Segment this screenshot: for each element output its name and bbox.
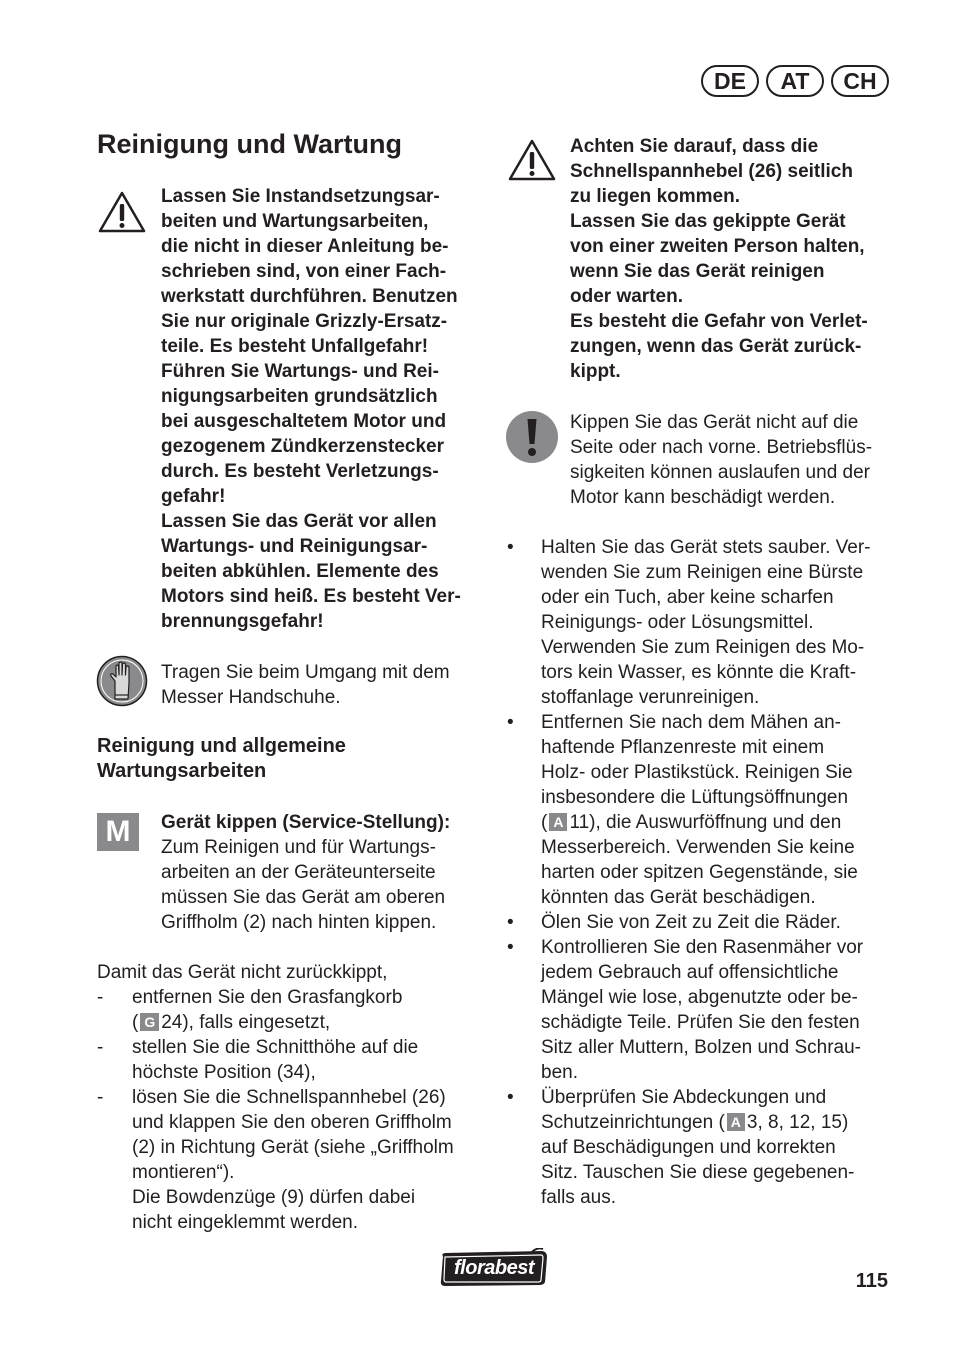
tilt-instructions — [161, 810, 450, 935]
list-item — [541, 710, 858, 910]
text-line: falls aus. — [541, 1187, 616, 1208]
text-line: Holz- oder Plastikstück. Reinigen Sie — [541, 762, 853, 783]
figure-badge-a: A — [549, 813, 567, 831]
list-item — [541, 935, 863, 1085]
notice-text — [570, 410, 872, 510]
text-line: Motors sind heiß. Es besteht Ver- — [161, 586, 461, 607]
lang-badge-at: AT — [766, 65, 824, 97]
text-line: brennungsgefahr! — [161, 611, 324, 632]
list-item — [541, 1085, 854, 1210]
text-line: Messerbereich. Verwenden Sie keine — [541, 837, 855, 858]
text-line: haftende Pflanzenreste mit einem — [541, 737, 825, 758]
text-line: Die Bowdenzüge (9) dürfen dabei — [132, 1187, 416, 1208]
subheading-line: Reinigung und allgemeine — [97, 735, 346, 757]
glove-notice-text — [161, 660, 450, 710]
warning-text-2 — [570, 134, 868, 384]
list-item — [132, 1085, 454, 1235]
text-line: die nicht in dieser Anleitung be- — [161, 236, 449, 257]
text-line: Lassen Sie das gekippte Gerät — [570, 211, 846, 232]
text-line — [541, 810, 858, 835]
lang-badge-ch: CH — [831, 65, 889, 97]
subheading-line: Wartungsarbeiten — [97, 760, 267, 782]
text-line: Sitz aller Muttern, Bolzen und Schrau- — [541, 1037, 861, 1058]
text-line: schädigte Teile. Prüfen Sie den festen — [541, 1012, 860, 1033]
text-line: tors kein Wasser, es könnte die Kraft- — [541, 662, 857, 683]
warning-text-1 — [161, 184, 461, 634]
text-line: bei ausgeschaltetem Motor und — [161, 411, 447, 432]
text-line: ben. — [541, 1062, 578, 1083]
list-item — [541, 535, 871, 710]
text-line: nicht eingeklemmt werden. — [132, 1212, 358, 1233]
list-dash: - — [97, 987, 104, 1008]
page-title: Reinigung und Wartung — [97, 129, 402, 159]
figure-badge-a: A — [727, 1113, 745, 1131]
text-line: und klappen Sie den oberen Griffholm — [132, 1112, 452, 1133]
text-line: Entfernen Sie nach dem Mähen an- — [541, 712, 841, 733]
list-item: Ölen Sie von Zeit zu Zeit die Räder. — [541, 912, 841, 933]
florabest-logo — [437, 1248, 551, 1288]
text-line: durch. Es besteht Verletzungs- — [161, 461, 439, 482]
paren: ( — [541, 812, 548, 833]
list-dash: - — [97, 1037, 104, 1058]
text-line: Griffholm (2) nach hinten kippen. — [161, 912, 437, 933]
text-line: kippt. — [570, 361, 621, 382]
text-line: zu liegen kommen. — [570, 186, 740, 207]
text-line: entfernen Sie den Grasfangkorb — [132, 987, 403, 1008]
text-line: wenden Sie zum Reinigen eine Bürste — [541, 562, 864, 583]
text-line: könnten das Gerät beschädigen. — [541, 887, 816, 908]
text-line: insbesondere die Lüftungsöffnungen — [541, 787, 849, 808]
tilt-heading: Gerät kippen (Service-Stellung): — [161, 812, 451, 833]
text-line: sigkeiten können auslaufen und der — [570, 462, 871, 483]
text-line: montieren“). — [132, 1162, 235, 1183]
text-line: Überprüfen Sie Abdeckungen und — [541, 1087, 827, 1108]
text-line: von einer zweiten Person halten, — [570, 236, 865, 257]
list-bullet: • — [507, 1087, 514, 1108]
list-item — [132, 1035, 418, 1085]
text-line: Es besteht die Gefahr von Verlet- — [570, 311, 868, 332]
text-line — [541, 1110, 854, 1135]
text-line: lösen Sie die Schnellspannhebel (26) — [132, 1087, 446, 1108]
glove-icon — [96, 655, 148, 707]
text-line: teile. Es besteht Unfallgefahr! — [161, 336, 429, 357]
m-badge-icon: M — [97, 813, 139, 851]
text-line: zungen, wenn das Gerät zurück- — [570, 336, 862, 357]
text-line: Kippen Sie das Gerät nicht auf die — [570, 412, 859, 433]
text-line: gefahr! — [161, 486, 226, 507]
list-bullet: • — [507, 937, 514, 958]
text-line: müssen Sie das Gerät am oberen — [161, 887, 446, 908]
steps-intro: Damit das Gerät nicht zurückkippt, — [97, 962, 388, 983]
text-line: werkstatt durchführen. Benutzen — [161, 286, 458, 307]
text-line: Mängel wie lose, abgenutzte oder be- — [541, 987, 858, 1008]
text-line: Sitz. Tauschen Sie diese gegebenen- — [541, 1162, 855, 1183]
ref-text: 3, 8, 12, 15) — [746, 1112, 849, 1133]
list-bullet: • — [507, 537, 514, 558]
text-line: oder ein Tuch, aber keine scharfen — [541, 587, 834, 608]
text-line: schrieben sind, von einer Fach- — [161, 261, 447, 282]
lang-badge-de: DE — [701, 65, 759, 97]
warning-icon — [507, 138, 557, 182]
text-line: Führen Sie Wartungs- und Rei- — [161, 361, 439, 382]
exclamation-icon — [505, 410, 559, 464]
page-number: 115 — [855, 1270, 888, 1292]
logo-text: florabest — [454, 1257, 534, 1279]
ref-text: 11), die Auswurföffnung und den — [569, 812, 842, 833]
text-line: harten oder spitzen Gegenstände, sie — [541, 862, 858, 883]
text-line: Messer Handschuhe. — [161, 687, 341, 708]
text-line: stoffanlage verunreinigen. — [541, 687, 760, 708]
warning-icon — [97, 190, 147, 234]
text-line: Seite oder nach vorne. Betriebsflüs- — [570, 437, 873, 458]
text-line: nigungsarbeiten grundsätzlich — [161, 386, 438, 407]
text-line: Lassen Sie Instandsetzungsar- — [161, 186, 440, 207]
text-line — [132, 1010, 402, 1035]
text-line: Halten Sie das Gerät stets sauber. Ver- — [541, 537, 871, 558]
subheading — [97, 734, 346, 784]
text-line: (2) in Richtung Gerät (siehe „Griffholm — [132, 1137, 454, 1158]
text-line: Verwenden Sie zum Reinigen des Mo- — [541, 637, 865, 658]
ref-text: Schutzeinrichtungen ( — [541, 1112, 725, 1133]
list-bullet: • — [507, 712, 514, 733]
text-line: Lassen Sie das Gerät vor allen — [161, 511, 437, 532]
text-line: beiten abkühlen. Elemente des — [161, 561, 439, 582]
ref-text: 24), falls eingesetzt, — [161, 1012, 331, 1033]
text-line: Achten Sie darauf, dass die — [570, 136, 819, 157]
text-line: gezogenem Zündkerzenstecker — [161, 436, 444, 457]
text-line: Zum Reinigen und für Wartungs- — [161, 837, 436, 858]
text-line: beiten und Wartungsarbeiten, — [161, 211, 429, 232]
text-line: Schnellspannhebel (26) seitlich — [570, 161, 853, 182]
text-line: Reinigungs- oder Lösungsmittel. — [541, 612, 814, 633]
list-bullet: • — [507, 912, 514, 933]
text-line: arbeiten an der Geräteunterseite — [161, 862, 436, 883]
text-line: höchste Position (34), — [132, 1062, 316, 1083]
figure-badge-g: G — [140, 1013, 159, 1031]
text-line: oder warten. — [570, 286, 683, 307]
list-dash: - — [97, 1087, 104, 1108]
text-line: Wartungs- und Reinigungsar- — [161, 536, 428, 557]
text-line: Sie nur originale Grizzly-Ersatz- — [161, 311, 448, 332]
text-line: stellen Sie die Schnitthöhe auf die — [132, 1037, 419, 1058]
paren: ( — [132, 1012, 139, 1033]
text-line: auf Beschädigungen und korrekten — [541, 1137, 836, 1158]
text-line: wenn Sie das Gerät reinigen — [570, 261, 825, 282]
text-line: Motor kann beschädigt werden. — [570, 487, 836, 508]
text-line: jedem Gebrauch auf offensichtliche — [541, 962, 839, 983]
text-line: Tragen Sie beim Umgang mit dem — [161, 662, 450, 683]
list-item — [132, 985, 402, 1035]
text-line: Kontrollieren Sie den Rasenmäher vor — [541, 937, 864, 958]
